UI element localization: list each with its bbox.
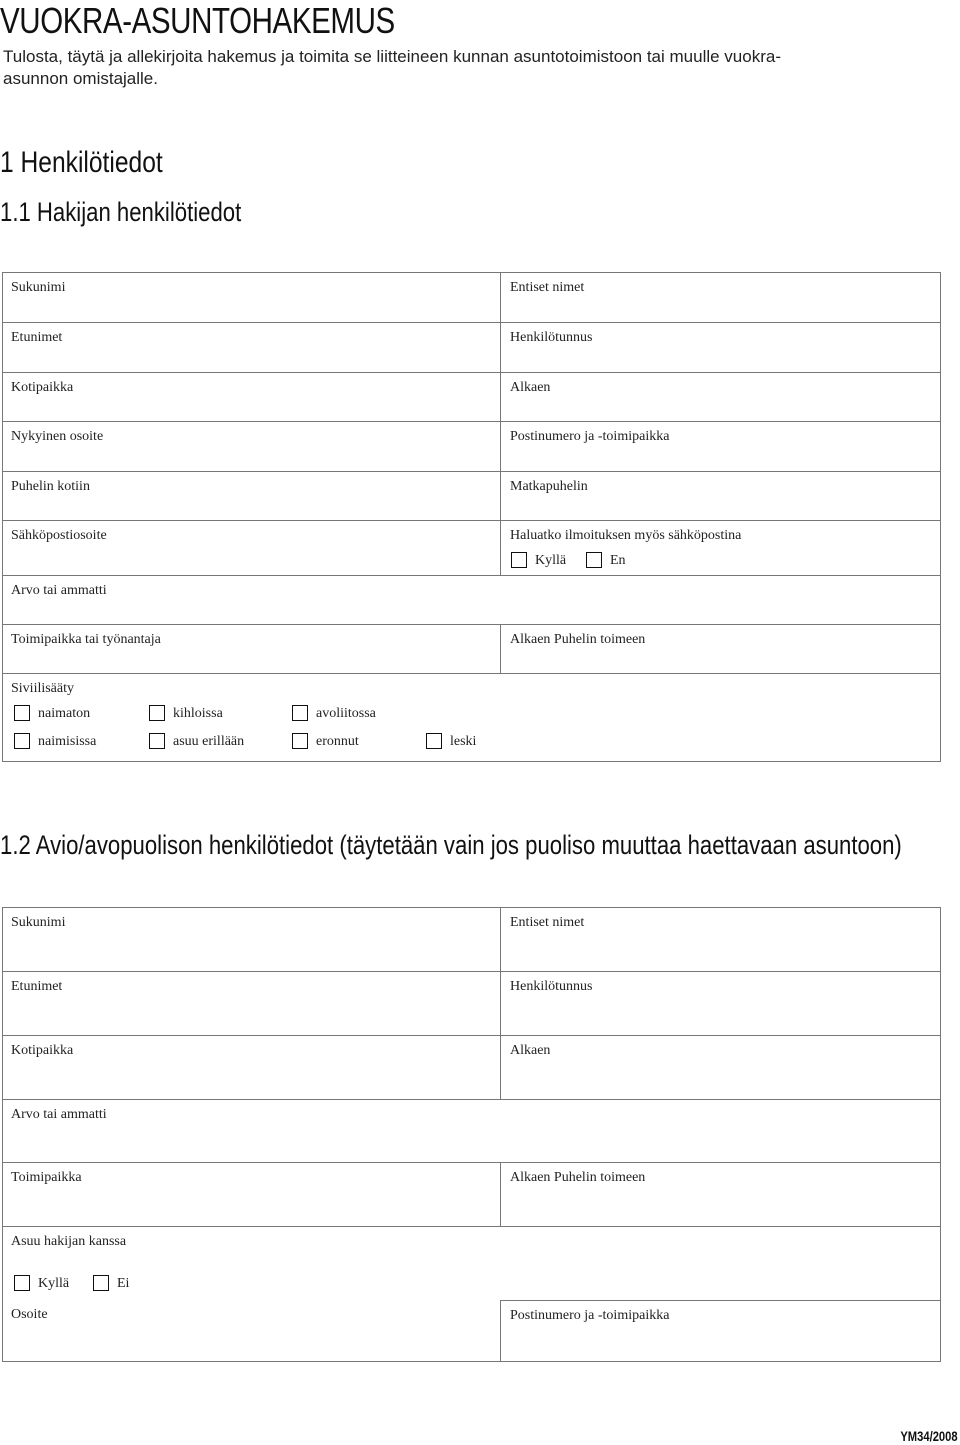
form-row — [3, 520, 940, 575]
field-label: Entiset nimet — [510, 280, 585, 295]
spouse-first-names-field[interactable] — [3, 972, 500, 1035]
ms-separated-option[interactable] — [149, 733, 244, 749]
field-label: Postinumero ja -toimipaikka — [510, 429, 670, 444]
field-label: Arvo tai ammatti — [11, 1107, 107, 1122]
field-label: Henkilötunnus — [510, 330, 593, 345]
ms-married-option[interactable] — [14, 733, 96, 749]
checkbox[interactable] — [14, 733, 30, 749]
since-field[interactable] — [500, 373, 940, 421]
applicant-form — [2, 272, 941, 762]
checkbox[interactable] — [426, 733, 442, 749]
spouse-former-names-field[interactable] — [500, 908, 940, 971]
marital-status-field — [3, 674, 940, 761]
spouse-surname-field[interactable] — [3, 908, 500, 971]
spouse-postal-code-field[interactable] — [500, 1300, 940, 1361]
field-label: Toimipaikka tai työnantaja — [11, 632, 161, 647]
form-row — [3, 624, 940, 673]
form-row — [3, 971, 940, 1035]
applicant-heading: 1.1 Hakijan henkilötiedot — [0, 197, 242, 227]
checkbox[interactable] — [14, 1275, 30, 1291]
intro-text: Tulosta, täytä ja allekirjoita hakemus ja toimita se liitteineen kunnan asuntotoimistoon tai muulle vuokra-asunnon omistajalle. — [3, 47, 781, 88]
option-label: eronnut — [316, 734, 359, 749]
option-label: naimisissa — [38, 734, 97, 749]
spouse-workplace-field[interactable] — [3, 1163, 500, 1226]
postal-code-field[interactable] — [500, 422, 940, 471]
spouse-since-field[interactable] — [500, 1036, 940, 1099]
option-label: Kyllä — [535, 553, 567, 568]
field-label: Matkapuhelin — [510, 479, 588, 494]
field-label: Alkaen — [510, 380, 551, 395]
workplace-field[interactable] — [3, 625, 500, 673]
checkbox[interactable] — [586, 552, 602, 568]
spouse-municipality-field[interactable] — [3, 1036, 500, 1099]
field-label: Entiset nimet — [510, 915, 585, 930]
section-heading: 1 Henkilötiedot — [0, 146, 163, 179]
field-label: Sähköpostiosoite — [11, 528, 107, 543]
field-label: Alkaen Puhelin toimeen — [510, 1170, 646, 1185]
current-address-field[interactable] — [3, 422, 500, 471]
field-label: Postinumero ja -toimipaikka — [510, 1308, 670, 1323]
field-label: Siviilisääty — [11, 681, 74, 696]
field-label: Alkaen — [510, 1043, 551, 1058]
field-label: Toimipaikka — [11, 1170, 82, 1185]
spouse-occupation-field[interactable] — [3, 1100, 940, 1162]
form-row — [3, 1226, 940, 1361]
form-row — [3, 322, 940, 372]
spouse-lives-address-cell — [3, 1227, 500, 1361]
form-row — [3, 1035, 940, 1099]
spouse-personal-id-field[interactable] — [500, 972, 940, 1035]
field-label: Nykyinen osoite — [11, 429, 104, 444]
spouse-work-since-phone-field[interactable] — [500, 1163, 940, 1226]
document-title: VUOKRA-ASUNTOHAKEMUS — [0, 0, 395, 41]
checkbox[interactable] — [149, 733, 165, 749]
form-row — [3, 1099, 940, 1162]
field-label: Arvo tai ammatti — [11, 583, 107, 598]
spouse-address-label: Osoite — [11, 1307, 48, 1322]
first-names-field[interactable] — [3, 323, 500, 372]
field-label: Kotipaikka — [11, 380, 74, 395]
email-yes-option[interactable] — [511, 552, 566, 568]
ms-cohabiting-option[interactable] — [292, 705, 376, 721]
municipality-field[interactable] — [3, 373, 500, 421]
ms-single-option[interactable] — [14, 705, 90, 721]
option-label: asuu erillään — [173, 734, 245, 749]
form-row — [3, 421, 940, 471]
checkbox[interactable] — [292, 733, 308, 749]
field-label: Haluatko ilmoituksen myös sähköpostina — [510, 528, 742, 543]
checkbox[interactable] — [149, 705, 165, 721]
former-names-field[interactable] — [500, 273, 940, 322]
surname-field[interactable] — [3, 273, 500, 322]
checkbox[interactable] — [93, 1275, 109, 1291]
work-since-phone-field[interactable] — [500, 625, 940, 673]
email-field[interactable] — [3, 521, 500, 575]
form-row — [3, 1162, 940, 1226]
mobile-phone-field[interactable] — [500, 472, 940, 520]
occupation-field[interactable] — [3, 576, 940, 624]
form-row — [3, 273, 940, 322]
field-label: Sukunimi — [11, 280, 66, 295]
field-label: Alkaen Puhelin toimeen — [510, 632, 646, 647]
ms-divorced-option[interactable] — [292, 733, 359, 749]
lives-no-option[interactable] — [93, 1275, 129, 1291]
form-row — [3, 471, 940, 520]
field-label: Asuu hakijan kanssa — [11, 1234, 127, 1249]
option-label: leski — [450, 734, 477, 749]
option-label: naimaton — [38, 706, 91, 721]
option-label: Ei — [117, 1276, 130, 1291]
home-phone-field[interactable] — [3, 472, 500, 520]
form-code: YM34/2008 — [900, 1428, 958, 1444]
field-label: Etunimet — [11, 330, 63, 345]
field-label: Sukunimi — [11, 915, 66, 930]
option-label: kihloissa — [173, 706, 223, 721]
field-label: Henkilötunnus — [510, 979, 593, 994]
lives-yes-option[interactable] — [14, 1275, 69, 1291]
option-label: En — [610, 553, 626, 568]
option-label: avoliitossa — [316, 706, 376, 721]
ms-engaged-option[interactable] — [149, 705, 223, 721]
option-label: Kyllä — [38, 1276, 70, 1291]
checkbox[interactable] — [511, 552, 527, 568]
form-row — [3, 575, 940, 624]
form-row — [3, 673, 940, 761]
field-label: Etunimet — [11, 979, 63, 994]
spouse-heading: 1.2 Avio/avopuolison henkilötiedot (täytetään vain jos puoliso muuttaa haettavaan asuntoon) — [0, 830, 902, 860]
form-row — [3, 908, 940, 971]
checkbox[interactable] — [292, 705, 308, 721]
spouse-form — [2, 907, 941, 1362]
field-label: Puhelin kotiin — [11, 479, 90, 494]
personal-id-field[interactable] — [500, 323, 940, 372]
ms-widowed-option[interactable] — [426, 733, 476, 749]
checkbox[interactable] — [14, 705, 30, 721]
email-no-option[interactable] — [586, 552, 626, 568]
form-row — [3, 372, 940, 421]
field-label: Kotipaikka — [11, 1043, 74, 1058]
email-notify-field — [500, 521, 940, 575]
